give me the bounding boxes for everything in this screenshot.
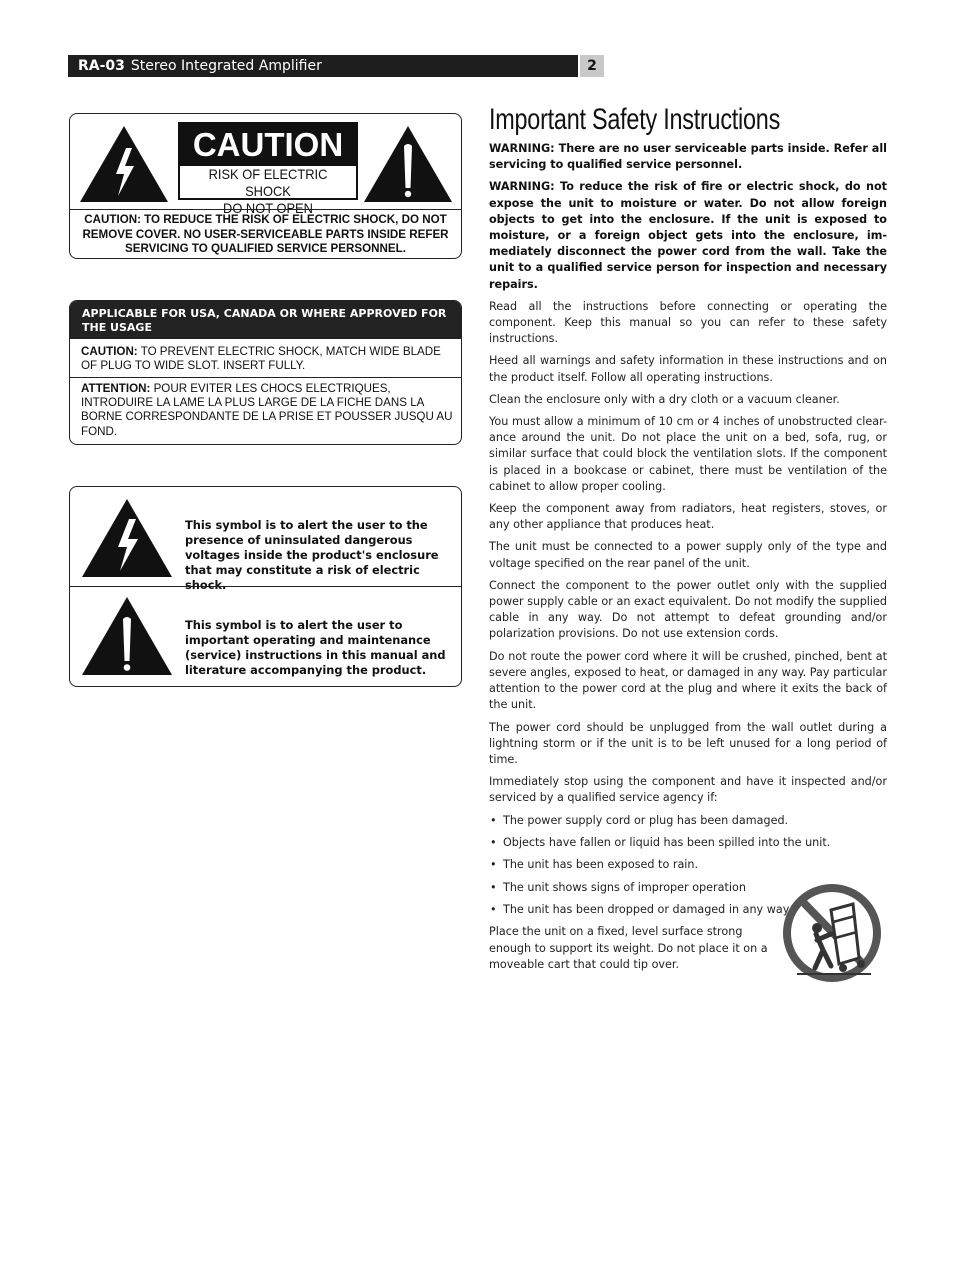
product-subtitle: Stereo Integrated Amplifier [130,58,322,74]
no-cart-icon [781,882,883,984]
warning-paragraph: WARNING: To reduce the risk of fire or electric shock, do not expose the unit to moisture or water. Do not allow foreign objects to get into the enclosure. If the unit is exposed to moisture, or a foreign object gets into the enclosure, im-mediately disconnect the power cord from the wall. Take the unit to a qualified service person for inspection and necessary repairs. [489,180,887,291]
list-item: • Objects have fallen or liquid has been spilled into the unit. [489,835,887,851]
lightning-warning-icon [78,124,170,204]
caution-text: CAUTION: TO REDUCE THE RISK OF ELECTRIC SHOCK, DO NOT REMOVE COVER. NO USER-SERVICEABLE PARTS INSIDE REFER SERVICING TO QUALIFIED SERVICE PERSONNEL. [82,213,449,255]
page-number: 2 [580,55,604,77]
divider [70,377,461,378]
caution-graphic [70,114,461,216]
instruction-paragraph: Immediately stop using the component and have it inspected and/or serviced by a qualified service agency if: [489,775,887,805]
list-item: • The unit has been dropped or damaged in any way [489,902,887,918]
caution-body: TO PREVENT ELECTRIC SHOCK, MATCH WIDE BLADE OF PLUG TO WIDE SLOT. INSERT FULLY. [81,345,441,372]
list-item: • The unit shows signs of improper operation [489,880,887,896]
caution-subtitle-line1: RISK OF ELECTRIC SHOCK [208,166,328,199]
page-header [68,55,578,77]
instruction-paragraph: Keep the component away from radiators, heat registers, stoves, or any other appliance that produces heat. [489,502,887,532]
divider [70,586,461,587]
usa-heading: APPLICABLE FOR USA, CANADA OR WHERE APPROVED FOR THE USAGE [70,301,461,339]
instruction-paragraph: Place the unit on a fixed, level surface strong enough to support its weight. Do not place it on a moveable cart that could tip over. [489,925,768,971]
instruction-paragraph: Heed all warnings and safety information in these instructions and on the product itself. Follow all operating instructions. [489,354,887,384]
list-item: • The unit has been exposed to rain. [489,857,887,873]
instruction-paragraph: Connect the component to the power outlet only with the supplied power supply cable or an exact equivalent. Do not modify the supplied cable in any way. Do not attempt to defeat grounding and/or polarization provisions. Do not use extension cords. [489,578,887,641]
safety-instructions [489,141,887,979]
list-item: • The power supply cord or plug has been damaged. [489,813,887,829]
exclamation-warning-icon [80,595,174,677]
caution-label-text: CAUTION: [81,345,138,358]
symbol-explanation-box [69,486,462,687]
lightning-warning-icon [80,497,174,579]
plug-caution-text [81,345,455,373]
shock-symbol-text: This symbol is to alert the user to the presence of uninsulated dangerous voltages inside the product's enclosure that may constitute a risk of electric shock. [185,518,439,592]
model-name: RA-03 [78,58,125,74]
exclamation-warning-icon [362,124,454,204]
caution-label [178,122,358,216]
usa-plug-box [69,300,462,445]
page-title: Important Safety Instructions [489,103,781,136]
exclamation-symbol-text: This symbol is to alert the user to important operating and maintenance (service) instructions in this manual and literature accompanying the product. [185,618,446,677]
attention-label-text: ATTENTION: [81,382,151,395]
divider [70,209,461,210]
warning-paragraph: WARNING: There are no user serviceable parts inside. Refer all servicing to qualified service personnel. [489,142,887,172]
instruction-paragraph: Clean the enclosure only with a dry cloth or a vacuum cleaner. [489,392,840,406]
caution-title: CAUTION [180,124,356,166]
plug-attention-text [81,382,455,439]
instruction-paragraph: You must allow a minimum of 10 cm or 4 inches of unobstructed clear-ance around the unit. Do not place the unit on a bed, sofa, rug, or similar surface that could block the ventilation slots. If the component is placed in a bookcase or cabinet, there must be ventilation of the cabinet to allow proper cooling. [489,415,887,493]
instruction-paragraph: Do not route the power cord where it will be crushed, pinched, bent at severe angles, exposed to heat, or damaged in any way. Pay particular attention to the power cord at the plug and where it exits the back of the unit. [489,649,887,712]
instruction-paragraph: The power cord should be unplugged from the wall outlet during a lightning storm or if the unit is to be left unused for a long period of time. [489,720,887,766]
instruction-paragraph: The unit must be connected to a power supply only of the type and voltage specified on the rear panel of the unit. [489,540,887,570]
caution-subtitle-line2: DO NOT OPEN [223,200,313,216]
caution-box [69,113,462,259]
attention-body: POUR EVITER LES CHOCS ELECTRIQUES, INTRODUIRE LA LAME LA PLUS LARGE DE LA FICHE DANS LA BORNE CORRESPONDANTE DE LA PRISE ET POUSSER JUSQU AU FOND. [81,382,453,438]
instruction-paragraph: Read all the instructions before connecting or operating the component. Keep this manual so you can refer to these safety instructions. [489,299,887,346]
